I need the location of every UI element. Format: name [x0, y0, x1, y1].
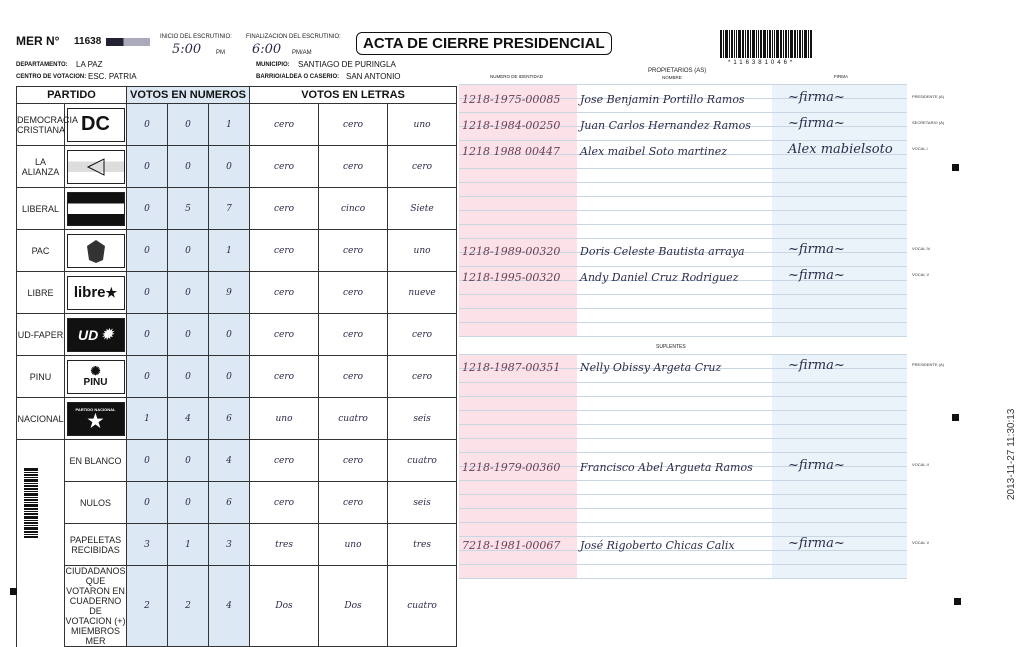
votes-letter-word: cero: [250, 146, 319, 188]
identity-number: 1218-1987-00351: [462, 361, 561, 374]
page-title: ACTA DE CIERRE PRESIDENCIAL: [356, 32, 612, 55]
role-label: VOCAL IV: [912, 246, 931, 251]
role-label: PRESIDENTE (A): [912, 362, 945, 367]
votes-letter-word: cero: [250, 230, 319, 272]
grid-line: [459, 182, 907, 183]
totals-label: CIUDADANOS QUE VOTARON EN CUADERNO DE VOTACION (+) MIEMBROS MER: [65, 566, 126, 646]
grid-line: [459, 224, 907, 225]
grid-line: [459, 238, 907, 239]
party-logo: [67, 318, 125, 352]
party-logo: [67, 192, 125, 226]
barrio-value: SAN ANTONIO: [346, 72, 401, 81]
grid-line: [459, 112, 907, 113]
totals-row: [17, 482, 457, 524]
grid-line: [459, 494, 907, 495]
logo-text: PINU: [83, 377, 108, 388]
member-name: Jose Benjamin Portillo Ramos: [580, 93, 745, 106]
party-logo-cell: [65, 314, 127, 356]
grid-line: [459, 84, 907, 85]
final-unit: PM/AM: [292, 50, 312, 56]
municipio-value: SANTIAGO DE PURINGLA: [298, 60, 396, 69]
votes-letter-word: uno: [250, 398, 319, 440]
votes-number-digit: 0: [209, 146, 250, 188]
votes-letter-word: cero: [250, 356, 319, 398]
totals-letter-word: Dos: [250, 566, 319, 647]
grid-line: [459, 354, 907, 355]
totals-letter-word: tres: [388, 524, 457, 566]
votes-number-digit: 1: [209, 104, 250, 146]
party-logo: [67, 150, 125, 184]
role-label: PRESIDENTE (A): [912, 94, 945, 99]
votes-number-digit: 0: [127, 104, 168, 146]
role-label: VOCAL I: [912, 146, 928, 151]
scan-timestamp: 2013-11-27 11:30:13: [1006, 408, 1017, 500]
votes-letter-word: Siete: [388, 188, 457, 230]
grid-line: [459, 210, 907, 211]
signature: ~firma~: [788, 116, 845, 131]
grid-line: [459, 578, 907, 579]
votes-table: [16, 86, 457, 647]
votes-number-digit: 0: [168, 272, 209, 314]
grid-line: [459, 410, 907, 411]
votes-number-digit: 0: [168, 356, 209, 398]
votes-letter-word: cero: [388, 146, 457, 188]
totals-letter-word: Dos: [319, 566, 388, 647]
signature: ~firma~: [788, 536, 845, 551]
inicio-value: 5:00: [172, 42, 202, 57]
identity-number: 1218-1995-00320: [462, 271, 561, 284]
totals-letter-word: uno: [319, 524, 388, 566]
suplentes-label: SUPLENTES: [656, 344, 686, 350]
votes-letter-word: cero: [319, 356, 388, 398]
grid-line: [459, 564, 907, 565]
party-logo-cell: [65, 104, 127, 146]
identity-number: 1218 1988 00447: [462, 145, 560, 158]
votes-letter-word: cero: [250, 188, 319, 230]
grid-line: [459, 336, 907, 337]
totals-letter-word: cuatro: [388, 440, 457, 482]
votes-letter-word: cero: [250, 272, 319, 314]
signature: ~firma~: [788, 458, 845, 473]
inicio-unit: PM: [216, 50, 225, 56]
col-id-label: NUMERO DE IDENTIDAD: [490, 74, 544, 79]
member-name: José Rigoberto Chicas Calix: [580, 539, 735, 552]
totals-letter-word: cero: [250, 482, 319, 524]
municipio-label: MUNICIPIO:: [256, 62, 290, 68]
party-name: PINU: [17, 356, 65, 398]
totals-letter-word: cero: [319, 482, 388, 524]
totals-number-digit: 6: [209, 482, 250, 524]
totals-label: PAPELETAS RECIBIDAS: [65, 524, 127, 566]
votes-number-digit: 7: [209, 188, 250, 230]
identity-number: 7218-1981-00067: [462, 539, 561, 552]
mer-number: 11638: [74, 36, 102, 47]
star-icon: ★: [105, 284, 118, 300]
votes-letter-word: nueve: [388, 272, 457, 314]
votes-number-digit: 0: [127, 188, 168, 230]
barcode: [720, 30, 840, 58]
party-name: NACIONAL: [17, 398, 65, 440]
votes-letter-word: cero: [388, 314, 457, 356]
votes-letter-word: cero: [319, 314, 388, 356]
party-logo: [67, 234, 125, 268]
col-letras: VOTOS EN LETRAS: [250, 87, 457, 104]
pac-emblem-icon: [85, 238, 107, 264]
member-name: Doris Celeste Bautista arraya: [580, 245, 745, 258]
grid-line: [459, 424, 907, 425]
votes-number-digit: 0: [168, 146, 209, 188]
table-row: [17, 230, 457, 272]
party-logo: [67, 360, 125, 394]
votes-number-digit: 0: [168, 104, 209, 146]
votes-number-digit: 0: [209, 356, 250, 398]
totals-letter-word: cero: [250, 440, 319, 482]
votes-number-digit: 0: [127, 356, 168, 398]
votes-number-digit: 0: [209, 314, 250, 356]
votes-letter-word: uno: [388, 104, 457, 146]
mer-label: MER N°: [16, 34, 60, 48]
signature: ~firma~: [788, 358, 845, 373]
centro-value: ESC. PATRIA: [88, 72, 137, 81]
sun-icon: ✹: [101, 326, 113, 342]
barcode-text: *116381046*: [728, 60, 796, 66]
final-label: FINALIZACION DEL ESCRUTINIO:: [246, 34, 341, 40]
grid-line: [459, 266, 907, 267]
party-logo: [67, 402, 125, 436]
grid-line: [459, 322, 907, 323]
logo-text: libre: [73, 284, 106, 301]
table-row: [17, 314, 457, 356]
totals-label: EN BLANCO: [65, 440, 127, 482]
centro-label: CENTRO DE VOTACION:: [16, 74, 87, 80]
member-name: Francisco Abel Argueta Ramos: [580, 461, 753, 474]
votes-letter-word: cuatro: [319, 398, 388, 440]
grid-line: [459, 168, 907, 169]
party-logo-cell: [65, 356, 127, 398]
totals-number-digit: 0: [168, 482, 209, 524]
party-name: PAC: [17, 230, 65, 272]
member-name: Alex maibel Soto martinez: [580, 145, 728, 158]
grid-line: [459, 452, 907, 453]
propietarios-label: PROPIETARIOS (AS): [648, 68, 707, 74]
totals-number-digit: 0: [127, 482, 168, 524]
registration-mark: [10, 588, 17, 595]
grid-line: [459, 294, 907, 295]
table-row: [17, 104, 457, 146]
party-name: LIBERAL: [17, 188, 65, 230]
logo-text: DC: [81, 113, 110, 135]
member-name: Andy Daniel Cruz Rodriguez: [580, 271, 739, 284]
votes-letter-word: cero: [319, 230, 388, 272]
votes-letter-word: cinco: [319, 188, 388, 230]
party-logo-cell: [65, 230, 127, 272]
votes-number-digit: 1: [209, 230, 250, 272]
member-name: Juan Carlos Hernandez Ramos: [580, 119, 751, 132]
party-logo-cell: [65, 146, 127, 188]
role-label: VOCAL II: [912, 462, 929, 467]
totals-number-digit: 2: [127, 566, 168, 647]
totals-number-digit: 4: [209, 440, 250, 482]
identity-number: 1218-1984-00250: [462, 119, 561, 132]
votes-number-digit: 0: [168, 230, 209, 272]
final-value: 6:00: [252, 42, 282, 57]
totals-number-digit: 2: [168, 566, 209, 647]
table-row: [17, 272, 457, 314]
identity-number: 1218-1979-00360: [462, 461, 561, 474]
barcode-cell: [17, 566, 65, 647]
departamento-label: DEPARTAMENTO:: [16, 62, 68, 68]
votes-letter-word: cero: [250, 314, 319, 356]
signature: ~firma~: [788, 90, 845, 105]
totals-row: [17, 440, 457, 482]
table-row: [17, 356, 457, 398]
signature: ~firma~: [788, 268, 845, 283]
totals-row: [17, 566, 457, 647]
party-logo: [67, 108, 125, 142]
votes-number-digit: 1: [127, 398, 168, 440]
table-row: [17, 188, 457, 230]
votes-letter-word: cero: [319, 146, 388, 188]
col-firma-label: FIRMA: [834, 74, 848, 79]
votes-number-digit: 4: [168, 398, 209, 440]
totals-row: [17, 524, 457, 566]
star-icon: ★: [87, 411, 104, 431]
registration-mark: [952, 164, 959, 171]
identity-number: 1218-1989-00320: [462, 245, 561, 258]
alianza-star-icon: [86, 157, 106, 177]
party-logo-cell: [65, 398, 127, 440]
member-name: Nelly Obissy Argeta Cruz: [580, 361, 722, 374]
totals-letter-word: seis: [388, 482, 457, 524]
totals-label: NULOS: [65, 482, 127, 524]
grid-line: [459, 438, 907, 439]
logo-text: UD: [78, 326, 99, 343]
votes-letter-word: cero: [388, 356, 457, 398]
identity-number: 1218-1975-00085: [462, 93, 561, 106]
votes-number-digit: 0: [127, 230, 168, 272]
grid-line: [459, 508, 907, 509]
votes-number-digit: 9: [209, 272, 250, 314]
votes-number-digit: 0: [127, 146, 168, 188]
totals-number-digit: 0: [168, 440, 209, 482]
departamento-value: LA PAZ: [76, 60, 103, 69]
role-label: SECRETARIO (A): [912, 120, 945, 125]
registration-mark: [952, 414, 959, 421]
side-barcode: [24, 468, 38, 576]
votes-number-digit: 5: [168, 188, 209, 230]
totals-letter-word: tres: [250, 524, 319, 566]
inicio-label: INICIO DEL ESCRUTINIO:: [160, 34, 232, 40]
tse-logo: [106, 38, 150, 46]
totals-number-digit: 1: [168, 524, 209, 566]
signature: Alex mabielsoto: [788, 142, 893, 157]
party-name: UD-FAPER: [17, 314, 65, 356]
col-nombre-label: NOMBRE: [662, 75, 682, 80]
totals-number-digit: 4: [209, 566, 250, 647]
col-numeros: VOTOS EN NUMEROS: [127, 87, 250, 104]
votes-letter-word: cero: [250, 104, 319, 146]
registration-mark: [954, 598, 961, 605]
votes-number-digit: 0: [127, 314, 168, 356]
party-logo-cell: [65, 188, 127, 230]
grid-line: [459, 308, 907, 309]
barrio-label: BARRIO/ALDEA O CASERIO:: [256, 74, 340, 80]
votes-letter-word: cero: [319, 104, 388, 146]
grid-line: [459, 382, 907, 383]
votes-number-digit: 0: [127, 272, 168, 314]
totals-letter-word: cero: [319, 440, 388, 482]
col-partido: PARTIDO: [17, 87, 127, 104]
grid-line: [459, 522, 907, 523]
party-name: LA ALIANZA: [17, 146, 65, 188]
grid-line: [459, 396, 907, 397]
party-logo: [67, 276, 125, 310]
grid-line: [459, 480, 907, 481]
table-row: [17, 146, 457, 188]
party-logo-cell: [65, 272, 127, 314]
party-name: LIBRE: [17, 272, 65, 314]
votes-number-digit: 6: [209, 398, 250, 440]
role-label: VOCAL V: [912, 272, 930, 277]
logo-text: PARTIDO NACIONAL: [75, 407, 116, 412]
party-name: DEMOCRACIA CRISTIANA: [17, 104, 65, 146]
totals-number-digit: 3: [127, 524, 168, 566]
totals-letter-word: cuatro: [388, 566, 457, 647]
votes-number-digit: 0: [168, 314, 209, 356]
grid-line: [459, 196, 907, 197]
votes-letter-word: seis: [388, 398, 457, 440]
votes-letter-word: uno: [388, 230, 457, 272]
role-label: VOCAL V: [912, 540, 930, 545]
table-row: [17, 398, 457, 440]
totals-number-digit: 0: [127, 440, 168, 482]
signature: ~firma~: [788, 242, 845, 257]
votes-letter-word: cero: [319, 272, 388, 314]
totals-number-digit: 3: [209, 524, 250, 566]
pinu-emblem-icon: ✺: [90, 364, 101, 378]
grid-line: [459, 140, 907, 141]
